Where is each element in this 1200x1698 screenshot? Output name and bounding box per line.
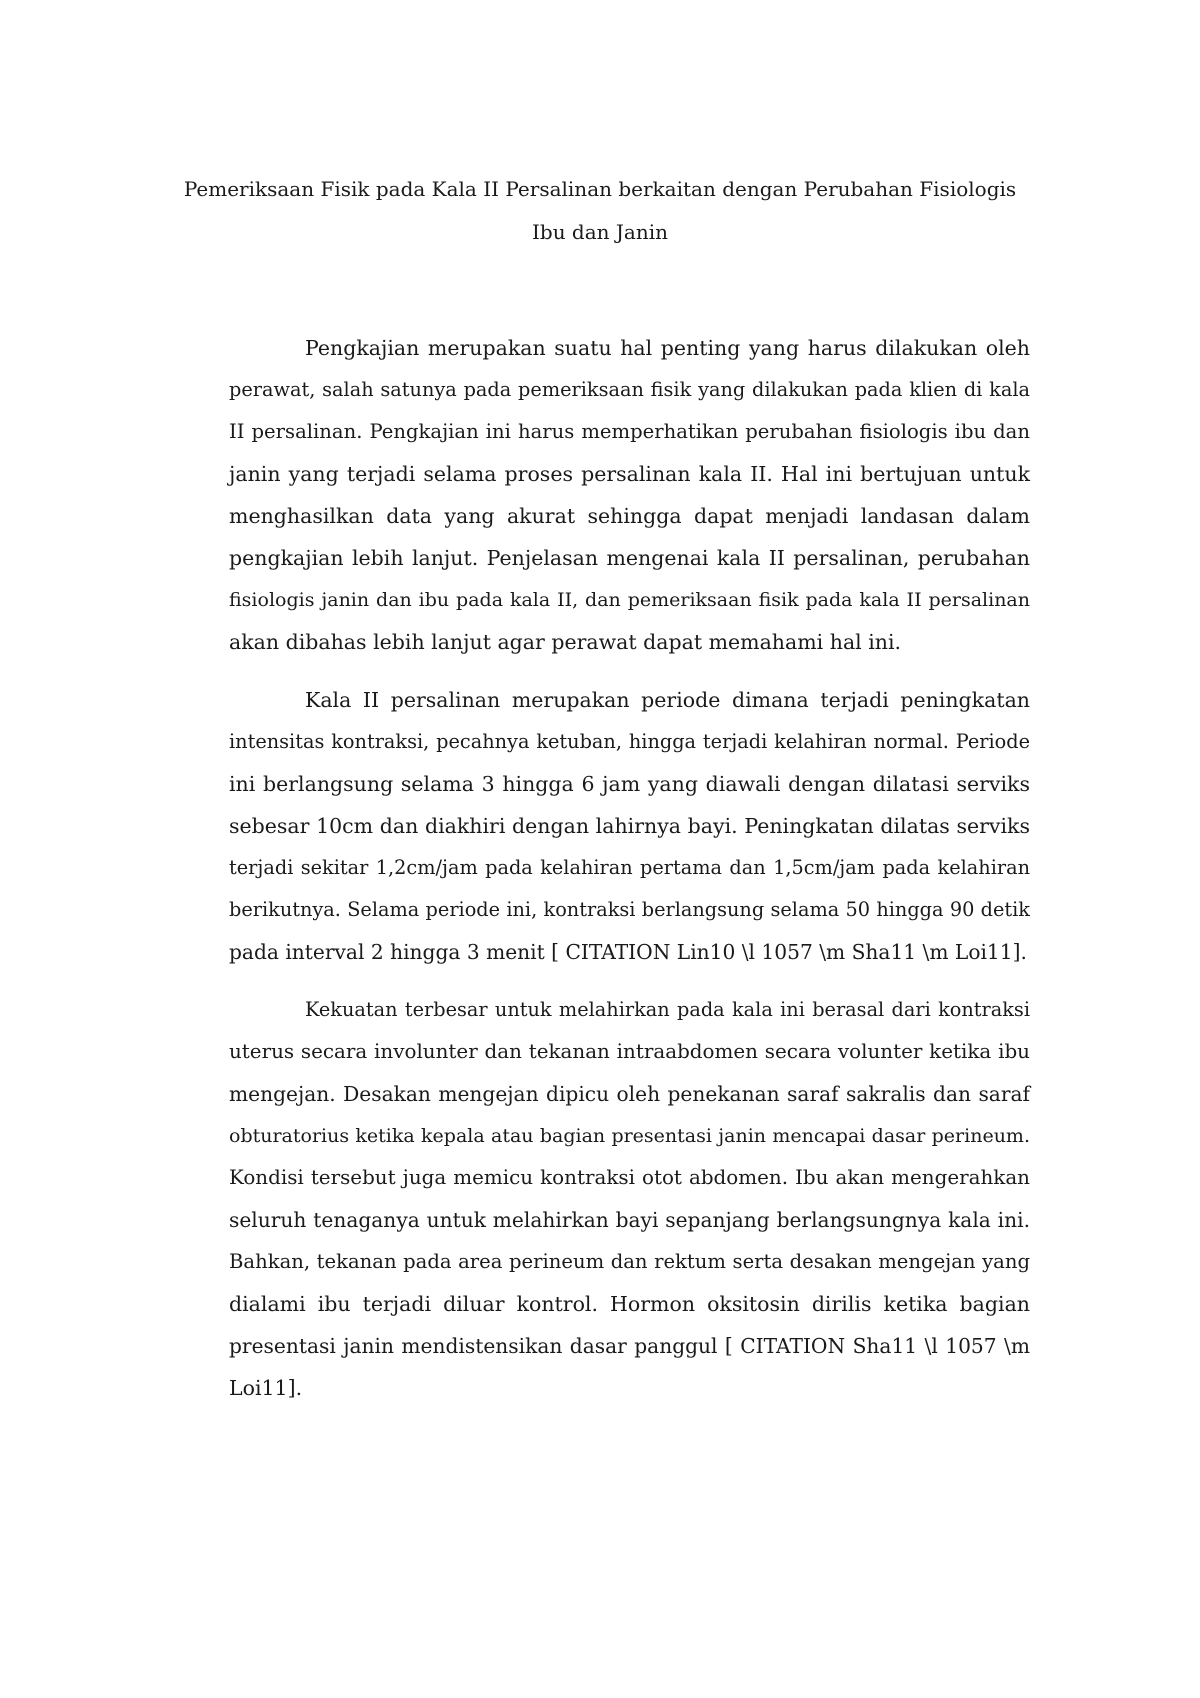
paragraph-line: Kekuatan terbesar untuk melahirkan pada kala ini berasal dari kontraksi: [305, 998, 1030, 1021]
title-line-1: Pemeriksaan Fisik pada Kala II Persalinan berkaitan dengan Perubahan Fisiologis: [183, 177, 1017, 201]
paragraph-line: II persalinan. Pengkajian ini harus memperhatikan perubahan fisiologis ibu dan: [229, 420, 1030, 443]
paragraph-line: presentasi janin mendistensikan dasar panggul [ CITATION Sha11 \l 1057 \m: [229, 1334, 1030, 1358]
paragraph-line: Kala II persalinan merupakan periode dimana terjadi peningkatan: [305, 688, 1030, 712]
paragraph-line: seluruh tenaganya untuk melahirkan bayi sepanjang berlangsungnya kala ini.: [229, 1208, 1030, 1232]
paragraph-line: Pengkajian merupakan suatu hal penting yang harus dilakukan oleh: [305, 336, 1030, 360]
paragraph-line: Kondisi tersebut juga memicu kontraksi otot abdomen. Ibu akan mengerahkan: [229, 1166, 1030, 1189]
paragraph-line: fisiologis janin dan ibu pada kala II, dan pemeriksaan fisik pada kala II persalinan: [229, 589, 1030, 611]
paragraph-line: obturatorius ketika kepala atau bagian presentasi janin mencapai dasar perineum.: [229, 1125, 1030, 1147]
paragraph-line: menghasilkan data yang akurat sehingga dapat menjadi landasan dalam: [229, 504, 1030, 528]
paragraph-line: pengkajian lebih lanjut. Penjelasan mengenai kala II persalinan, perubahan: [229, 546, 1030, 570]
paragraph-line: uterus secara involunter dan tekanan intraabdomen secara volunter ketika ibu: [229, 1040, 1030, 1063]
paragraph-3: [229, 989, 1030, 1409]
title-line-2: Ibu dan Janin: [531, 220, 668, 244]
paragraph-line: perawat, salah satunya pada pemeriksaan fisik yang dilakukan pada klien di kala: [229, 378, 1030, 401]
paragraph-2: [229, 679, 1030, 973]
paragraph-line: berikutnya. Selama periode ini, kontraksi berlangsung selama 50 hingga 90 detik: [229, 898, 1030, 921]
paragraph-line: akan dibahas lebih lanjut agar perawat dapat memahami hal ini.: [229, 630, 902, 654]
paragraph-line: ini berlangsung selama 3 hingga 6 jam yang diawali dengan dilatasi serviks: [229, 772, 1030, 796]
document-body: [229, 327, 1030, 1425]
paragraph-line: sebesar 10cm dan diakhiri dengan lahirnya bayi. Peningkatan dilatas serviks: [229, 814, 1030, 838]
paragraph-line: mengejan. Desakan mengejan dipicu oleh penekanan saraf sakralis dan saraf: [229, 1082, 1030, 1106]
paragraph-line: intensitas kontraksi, pecahnya ketuban, hingga terjadi kelahiran normal. Periode: [229, 730, 1030, 753]
paragraph-line: pada interval 2 hingga 3 menit [ CITATION Lin10 \l 1057 \m Sha11 \m Loi11].: [229, 940, 1027, 964]
document-title: [150, 168, 1050, 254]
paragraph-line: terjadi sekitar 1,2cm/jam pada kelahiran pertama dan 1,5cm/jam pada kelahiran: [229, 856, 1030, 879]
paragraph-line: dialami ibu terjadi diluar kontrol. Hormon oksitosin dirilis ketika bagian: [229, 1292, 1030, 1316]
paragraph-line: Loi11].: [229, 1376, 303, 1400]
paragraph-line: Bahkan, tekanan pada area perineum dan rektum serta desakan mengejan yang: [229, 1250, 1030, 1273]
paragraph-line: janin yang terjadi selama proses persalinan kala II. Hal ini bertujuan untuk: [229, 462, 1030, 486]
paragraph-1: [229, 327, 1030, 663]
